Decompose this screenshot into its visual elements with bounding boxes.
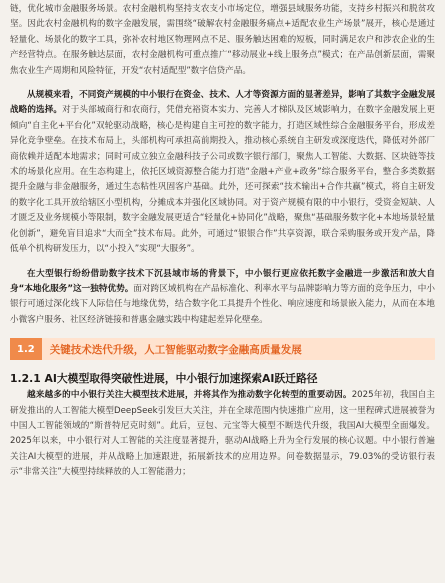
paragraph-body-text: 2025年初，我国自主研发推出的人工智能大模型DeepSeek引发巨大关注，并在全球范围内快速推广应用，这一里程碑式进展被誉为中国人工智能领域的“斯普特尼克时刻”。此后，豆包、元宝等大模型不断迭代升级，我国AI大模型全面爆发。2025年以来，中小银行对人工智能的关注度显著提升，驱动AI战略上升为全行发展的核心议题。中小银行普遍关注AI大模型的进展，并从战略上加速跟进，拓展新技术的应用边界。问卷数据显示，79.03%的受访银行表示“非常关注”大模型持续释放的人工智能潜力； [10,390,435,478]
paragraph-body-text: 对于头部城商行和农商行，凭借充裕资本实力、完善人才梯队及区域影响力，在数字金融发展上更倾向“自主化+平台化”双轮驱动战略，核心是构建自主可控的数字能力，打造区域性综合金融服务平台，形成差异化竞争壁垒。在技术布局上，头部机构可承担高前期投入，推动核心系统自主研发或深度迭代，降低对外部厂商依赖并适配本地需求；同时可成立独立金融科技子公司或数字银行部门，聚焦人工智能、大数据、区块链等技术的场景化应用。在生态构建上，依托区域资源整合能力打造“金融+产业+政务”综合服务平台，整合多类数据提升金融与非金融服务，通过生态粘性巩固客户基础。此外，还可探索“技术输出+合作共赢”模式，将自主研发的数字化工具开放给辖区小型机构，分摊成本并强化区域协同。对于资产规模有限的中小银行，受资金短缺、人才匮乏及业务规模小等限制，数字金融发展更适合“轻量化+协同化”战略，聚焦“基础服务数字化+本地场景轻量化创新”，避免盲目追求“大而全”技术布局。此外，可通过“银银合作”共享资源，联合采购服务或开发产品，降低单个机构研发压力，以“小投入”实现“大服务”。 [10,105,435,255]
paragraph-lead-text: 越来越多的中小银行关注大模型技术进展，并将其作为推动数字化转型的重要动因。 [27,390,352,401]
paragraph-ai-models [10,388,435,480]
section-heading [10,338,435,360]
section-title: 关键技术迭代升级，人工智能驱动数字金融高质量发展 [49,343,302,356]
paragraph-scale-strategy [10,88,435,257]
subsection-title: 1.2.1 AI大模型取得突破性进展，中小银行加速探索AI跃迁路径 [10,372,318,386]
paragraph-lead-text: 从规模来看，不同资产规模的中小银行在资金、技术、人才等资源方面的显著差异，影响了其数字金融发展战略的选择。 [10,90,435,116]
paragraph-body-text: 面对跨区域机构在产品标准化、利率水平与品牌影响力等方面的竞争压力，中小银行可通过深化线下人际信任与地缘优势，结合数字化工具提升个性化、响应速度和场景嵌入能力，从而在本地小微客户服务、社区经济链接和普惠金融实践中构建起差异化壁垒。 [10,283,435,325]
section-number: 1.2 [10,338,42,360]
paragraph-lead-text: 在大型银行纷纷借助数字技术下沉县域市场的背景下，中小银行更应依托数字金融进一步激活和放大自身“本地化服务”这一独特优势。 [10,268,435,294]
paragraph-local-advantage [10,267,435,329]
paragraph-rural-finance: 链，优化城市金融服务场景。农村金融机构坚持支农支小市场定位，增强县域服务功能，支持乡村振兴和脱贫攻坚。因此农村金融机构的数字金融发展，需围绕“破解农村金融服务痛点+适配农业生产场景”展开，核心是通过轻量化、场景化的数字工具，弥补农村地区物理网点不足、服务触达困难的短板，同时满足农户和涉农企业的生产经营特点。在服务触达层面，农村金融机构可重点推广“移动展业+线上服务点”模式；在产品创新层面，需聚焦农业生产周期和风险特征，开发“农村适配型”数字信贷产品。 [10,4,435,76]
